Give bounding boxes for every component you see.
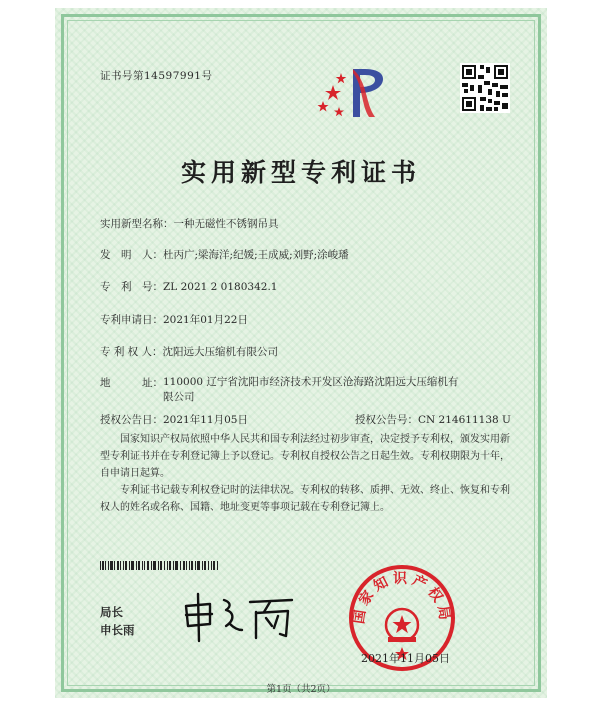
director-name: 申长雨 (100, 623, 135, 637)
inventors-field (100, 247, 349, 262)
seal-date: 2021年11月05日 (361, 652, 450, 665)
application-date-field (100, 312, 248, 327)
application-date-value: 2021年01月22日 (163, 314, 248, 326)
patent-number-value: ZL 2021 2 0180342.1 (163, 281, 278, 293)
qr-code-icon (460, 63, 510, 113)
model-name-field (100, 216, 279, 231)
announcement-date-label: 授权公告日： (100, 414, 163, 426)
patent-number-field (100, 279, 277, 294)
seal-text: 国家知识产权局 (351, 571, 453, 625)
certificate-body-text (100, 431, 510, 516)
page-number: 第1页（共2页） (266, 684, 336, 695)
certificate-title: 实用新型专利证书 (180, 158, 421, 187)
address-label: 地 址： (100, 377, 163, 389)
announcement-number-field (355, 412, 511, 427)
patentee-field (100, 344, 278, 359)
body-paragraph: 国家知识产权局依照中华人民共和国专利法经过初步审查，决定授予专利权，颁发实用新型专利证书并在专利登记簿上予以登记。专利权自授权公告之日起生效。专利权期限为十年，自申请日起算。 (100, 434, 510, 479)
patentee-label: 专 利 权 人： (100, 346, 163, 358)
patent-office-emblem-icon (313, 63, 403, 123)
director-title: 局长 (100, 605, 123, 619)
barcode-icon (100, 561, 218, 570)
certificate-number: 证书号第14597991号 (100, 70, 213, 82)
announcement-number-value: CN 214611138 U (418, 414, 511, 426)
model-name-value: 一种无磁性不锈钢吊具 (173, 218, 279, 230)
announcement-date-value: 2021年11月05日 (163, 414, 248, 426)
director-signature-icon (180, 586, 300, 646)
patent-number-label: 专 利 号： (100, 281, 163, 293)
address-value: 110000 辽宁省沈阳市经济技术开发区沧海路沈阳远大压缩机有限公司 (163, 376, 459, 403)
patent-certificate (55, 8, 547, 698)
inventors-label: 发 明 人： (100, 249, 163, 261)
inventors-value: 杜丙广;梁海洋;纪媛;王成威;刘野;涂峻璠 (163, 249, 349, 261)
model-name-label: 实用新型名称： (100, 218, 174, 230)
address-field (100, 375, 520, 405)
announcement-date-field (100, 412, 248, 427)
application-date-label: 专利申请日： (100, 314, 163, 326)
body-paragraph: 专利证书记载专利权登记时的法律状况。专利权的转移、质押、无效、终止、恢复和专利权人的姓名或名称、国籍、地址变更等事项记载在专利登记簿上。 (100, 485, 510, 513)
announcement-number-label: 授权公告号： (355, 414, 418, 426)
patentee-value: 沈阳远大压缩机有限公司 (162, 346, 279, 358)
